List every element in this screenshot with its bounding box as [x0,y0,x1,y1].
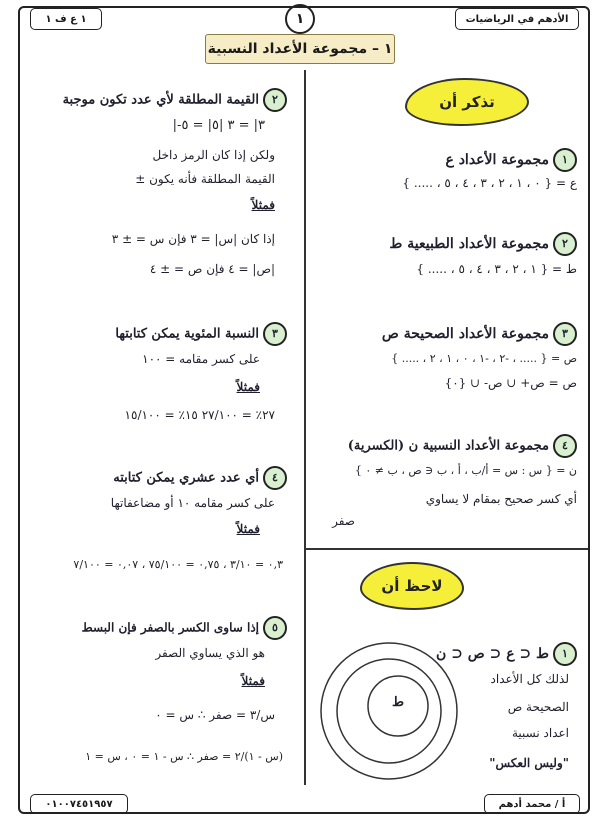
right-line: (س - ١)/٢ = صفر ∴ س - ١ = ٠ ، س = ١ [85,750,283,763]
remember-item-3: ٣مجموعة الأعداد الصحيحة ص [382,322,577,346]
remember-line: صفر [332,514,355,528]
phone-number: ٠١٠٠٧٤٥١٩٥٧ [45,798,113,810]
note-line: لذلك كل الأعداد [490,672,569,686]
right-item-3: ٣النسبة المئوية يمكن كتابتها [115,322,287,346]
remember-line: ط = { ١ ، ٢ ، ٣ ، ٤ ، ٥ ، ..... } [416,262,577,276]
item-number-badge: ٤ [263,466,287,490]
item-number-badge: ٤ [553,434,577,458]
author-name: أ / محمد أدهم [498,798,566,810]
right-line: على كسر مقامه ١٠ أو مضاعفاتها [110,496,275,510]
right-line: |ص| = ٤ فإن ص = ± ٤ [149,262,275,276]
right-item-4: ٤أي عدد عشري يمكن كتابته [113,466,287,490]
note-line: "وليس العكس" [489,756,569,770]
item-number-badge: ١ [553,642,577,666]
subject-label: الأدهم في الرياضيات [465,13,569,25]
phone-box [30,794,128,814]
remember-item-4: ٤مجموعة الأعداد النسبية ن (الكسرية) [348,434,577,458]
note-line: اعداد نسبية [511,726,569,740]
item-number-badge: ٣ [263,322,287,346]
remember-line: ن = { س : س = أ/ب ، أ ، ب ∈ ص ، ب ≠ ٠ } [354,464,577,477]
column-divider [304,70,306,785]
page-title: ١ – مجموعة الأعداد النسبية [205,34,395,64]
grade-label: ١ ع ف ١ [45,13,87,25]
note-item-1: ١ط ⊂ ع ⊂ ص ⊂ ن [436,642,577,666]
right-line: ٢٧٪ = ٢٧/١٠٠ ١٥٪ = ١٥/١٠٠ [124,408,275,422]
section-divider [306,548,588,550]
right-line: هو الذي يساوي الصفر [155,646,265,660]
remember-badge: تذكر أن [405,78,529,126]
set-circle-middle [337,659,441,763]
item-number-badge: ٣ [553,322,577,346]
example-label: فمثلاً [241,674,265,688]
notes-badge: لاحظ أن [360,562,464,610]
note-line: الصحيحة ص [507,700,569,714]
subject-box [455,8,579,30]
remember-item-2: ٢مجموعة الأعداد الطبيعية ط [389,232,577,256]
right-line: ٠,٣ = ٣/١٠ ، ٠,٧٥ = ٧٥/١٠٠ ، ٠,٠٧ = ٧/١٠٠ [73,558,283,571]
example-label: فمثلاً [251,198,275,212]
remember-line: ص = ص+ ∪ ص- ∪ {٠} [444,376,577,390]
right-line: س/٣ = صفر ∴ س = ٠ [155,708,275,722]
set-label-natural: ط [392,695,405,710]
right-line: على كسر مقامه = ١٠٠ [142,352,260,366]
item-number-badge: ٢ [263,88,287,112]
remember-line: ع = { ٠ ، ١ ، ٢ ، ٣ ، ٤ ، ٥ ، ..... } [402,176,577,190]
right-line: ولكن إذا كان الرمز داخل [152,148,275,162]
right-item-5: ٥إذا ساوى الكسر بالصفر فإن البسط [82,616,287,640]
remember-line: ص = { ..... ، -٢ ، -١ ، ٠ ، ١ ، ٢ ، ..... } [391,352,577,365]
right-item-2: ٢القيمة المطلقة لأي عدد تكون موجبة [63,88,287,112]
set-circle-outer [321,643,457,779]
item-number-badge: ١ [553,148,577,172]
example-label: فمثلاً [236,522,260,536]
right-line: إذا كان |س| = ٣ فإن س = ± ٣ [111,232,275,246]
right-line: القيمة المطلقة فأنه يكون ± [135,172,275,186]
author-box [484,794,580,814]
remember-line: أي كسر صحيح بمقام لا يساوي [425,492,577,506]
example-label: فمثلاً [236,380,260,394]
remember-item-1: ١مجموعة الأعداد ع [445,148,577,172]
page-number: ١ [285,4,315,34]
right-line: |-٣| = ٣ |٥| = ٥ [172,118,265,133]
set-diagram [318,640,460,782]
item-number-badge: ٥ [263,616,287,640]
grade-box [30,8,102,30]
item-number-badge: ٢ [553,232,577,256]
